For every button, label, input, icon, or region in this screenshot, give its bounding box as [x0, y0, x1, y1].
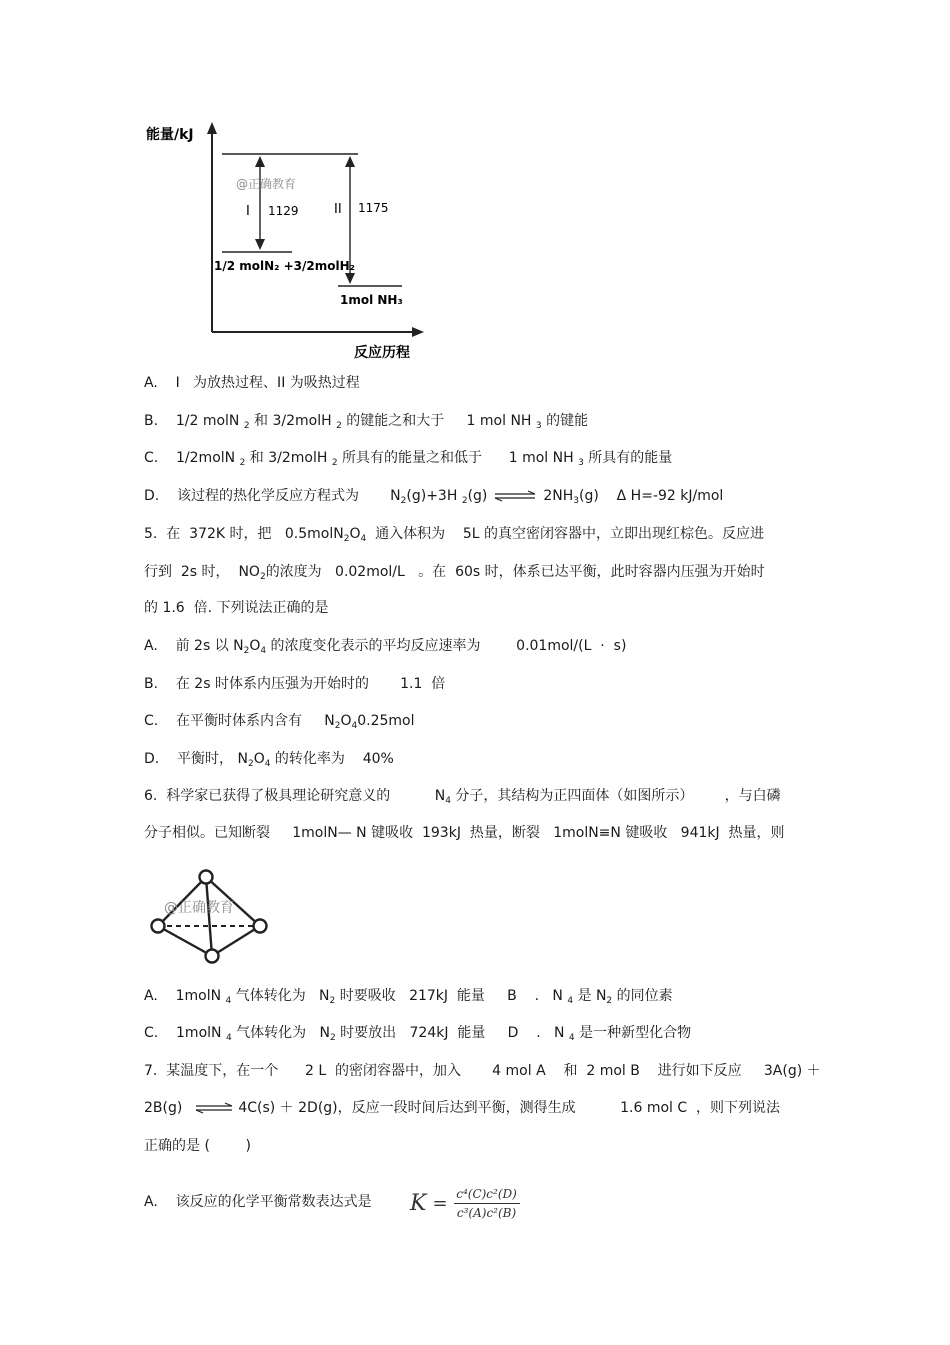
energy-diagram [140, 118, 440, 368]
atom [200, 871, 213, 884]
text: C. 在平衡时体系内含有 N [144, 713, 335, 729]
q6-options-ab [144, 986, 673, 1011]
subscript: 3 [535, 421, 542, 431]
subscript: 2 [329, 1033, 336, 1043]
x-axis-arrow-icon [412, 327, 424, 337]
subscript: 2 [329, 996, 336, 1006]
subscript: 4 [225, 1033, 232, 1043]
subscript: 4 [351, 721, 358, 731]
text: 0.25mol [357, 713, 415, 729]
k-symbol: K [410, 1190, 427, 1216]
subscript: 3 [578, 458, 584, 468]
diagram-watermark: @正确教育 [236, 177, 297, 191]
q5-line-2 [144, 562, 765, 587]
arrow-II-value: 1175 [358, 201, 389, 215]
subscript: 2 [259, 572, 266, 582]
q7-option-a: A. 该反应的化学平衡常数表达式是 [144, 1194, 372, 1210]
text: 的同位素 [612, 988, 673, 1004]
subscript: 4 [567, 996, 574, 1006]
atom [206, 950, 219, 963]
text: 时要吸收 217kJ 能量 B . N [335, 988, 568, 1004]
text: 的浓度变化表示的平均反应速率为 0.01mol/(L · s) [266, 638, 627, 654]
subscript: 2 [606, 996, 613, 1006]
text: 是 N [573, 988, 607, 1004]
text: 6. 科学家已获得了极具理论研究意义的 N [144, 788, 446, 804]
text: C. 1molN [144, 1025, 226, 1041]
fraction [454, 1187, 520, 1220]
text: 的键能 [541, 413, 589, 429]
text: (g) [467, 488, 488, 504]
q6-line-2: 分子相似。已知断裂 1molN— N 键吸收 193kJ 热量，断裂 1molN≡N 键吸收 941kJ 热量，则 [144, 825, 785, 841]
text: 通入体积为 5L 的真空密闭容器中，立即出现红棕色。反应进 [366, 526, 765, 542]
subscript: 4 [445, 796, 451, 806]
q7-line-2 [144, 1098, 780, 1118]
subscript: 4 [360, 534, 367, 544]
text: C. 1/2molN [144, 450, 240, 466]
text: 所具有的能量之和低于 1 mol NH [337, 450, 579, 466]
text: O [249, 638, 261, 654]
equilibrium-arrows-icon [493, 490, 537, 502]
equals-sign: = [432, 1192, 448, 1214]
fraction-bar [454, 1203, 520, 1204]
subscript: 2 [336, 421, 342, 431]
text: (g)+3H [406, 488, 462, 504]
tetra-watermark: @正确教育 [164, 900, 234, 916]
text: 2NH [543, 488, 574, 504]
equilibrium-constant-formula [410, 1179, 520, 1227]
arrow-II-up-icon [345, 156, 355, 167]
text: 4C(s) ＋ 2D(g)，反应一段时间后达到平衡，测得生成 1.6 mol C ，则下列说法 [238, 1100, 781, 1116]
q7-line-3: 正确的是 ( ) [144, 1138, 251, 1154]
text: A. 1molN [144, 988, 226, 1004]
subscript: 4 [260, 646, 267, 656]
text: B. 1/2 molN [144, 413, 244, 429]
subscript: 4 [225, 996, 232, 1006]
q5-option-d [144, 749, 394, 774]
subscript: 2 [247, 759, 254, 769]
text: D. 平衡时， N [144, 751, 248, 767]
subscript: 2 [334, 721, 341, 731]
edge [212, 926, 260, 956]
subscript: 2 [331, 458, 338, 468]
y-axis-arrow-icon [207, 122, 217, 134]
arrow-I-down-icon [255, 239, 265, 250]
arrow-I-up-icon [255, 156, 265, 167]
text: 的转化率为 40% [270, 751, 394, 767]
numerator: c⁴(C)c²(D) [456, 1186, 517, 1201]
text: 气体转化为 N [231, 1025, 330, 1041]
text: 和 3/2molH [249, 413, 337, 429]
edge [158, 926, 212, 956]
text: 时要放出 724kJ 能量 D . N [335, 1025, 569, 1041]
q4-option-b [144, 411, 588, 436]
subscript: 4 [264, 759, 271, 769]
subscript: 2 [461, 496, 468, 506]
q5-line-1 [144, 524, 764, 549]
subscript: 2 [343, 534, 350, 544]
text: 和 3/2molH [245, 450, 332, 466]
text: O [340, 713, 352, 729]
atom [254, 920, 267, 933]
text: A. 前 2s 以 N [144, 638, 244, 654]
q6-options-cd [144, 1023, 691, 1048]
text: O [253, 751, 265, 767]
text: 的键能之和大于 1 mol NH [341, 413, 536, 429]
y-axis-label: 能量/kJ [146, 127, 194, 143]
subscript: 2 [400, 496, 407, 506]
q5-option-b: B. 在 2s 时体系内压强为开始时的 1.1 倍 [144, 676, 446, 692]
text: 行到 2s 时， NO [144, 564, 260, 580]
q4-option-a: A. I 为放热过程、II 为吸热过程 [144, 375, 360, 391]
text: 2B(g) [144, 1100, 183, 1116]
x-axis-label: 反应历程 [354, 345, 410, 361]
subscript: 4 [568, 1033, 575, 1043]
subscript: 3 [573, 496, 580, 506]
q5-option-a [144, 636, 626, 661]
denominator: c³(A)c²(B) [456, 1205, 517, 1220]
q5-option-c [144, 711, 415, 736]
text: 的浓度为 0.02mol/L 。在 60s 时，体系已达平衡，此时容器内压强为开始时 [265, 564, 765, 580]
q5-line-3: 的 1.6 倍. 下列说法正确的是 [144, 600, 329, 616]
edge [206, 877, 212, 956]
text: 分子，其结构为正四面体（如图所示） ，与白磷 [450, 788, 781, 804]
q4-option-d [144, 486, 723, 511]
reactant-label: 1/2 molN₂ +3/2molH₂ [214, 259, 355, 273]
arrow-I-value: 1129 [268, 204, 299, 218]
text: 是一种新型化合物 [574, 1025, 692, 1041]
text: 所具有的能量 [583, 450, 673, 466]
equilibrium-arrows-icon [194, 1102, 234, 1114]
text: O [349, 526, 361, 542]
arrow-II-label: II [334, 202, 342, 217]
text: 气体转化为 N [231, 988, 330, 1004]
q7-line-1: 7. 某温度下，在一个 2 L 的密闭容器中，加入 4 mol A 和 2 mol B 进行如下反应 3A(g) ＋ [144, 1063, 821, 1079]
subscript: 2 [243, 421, 250, 431]
arrow-I-label: I [246, 204, 250, 219]
tetrahedron-diagram [148, 866, 278, 966]
q4-option-c [144, 448, 672, 473]
q6-line-1 [144, 786, 781, 811]
subscript: 2 [243, 646, 250, 656]
text: 5. 在 372K 时，把 0.5molN [144, 526, 344, 542]
product-label: 1mol NH₃ [340, 293, 403, 307]
arrow-II-down-icon [345, 273, 355, 284]
subscript: 2 [239, 458, 246, 468]
text: (g) Δ H=-92 kJ/mol [579, 488, 724, 504]
text: D. 该过程的热化学反应方程式为 N [144, 488, 401, 504]
atom [152, 920, 165, 933]
